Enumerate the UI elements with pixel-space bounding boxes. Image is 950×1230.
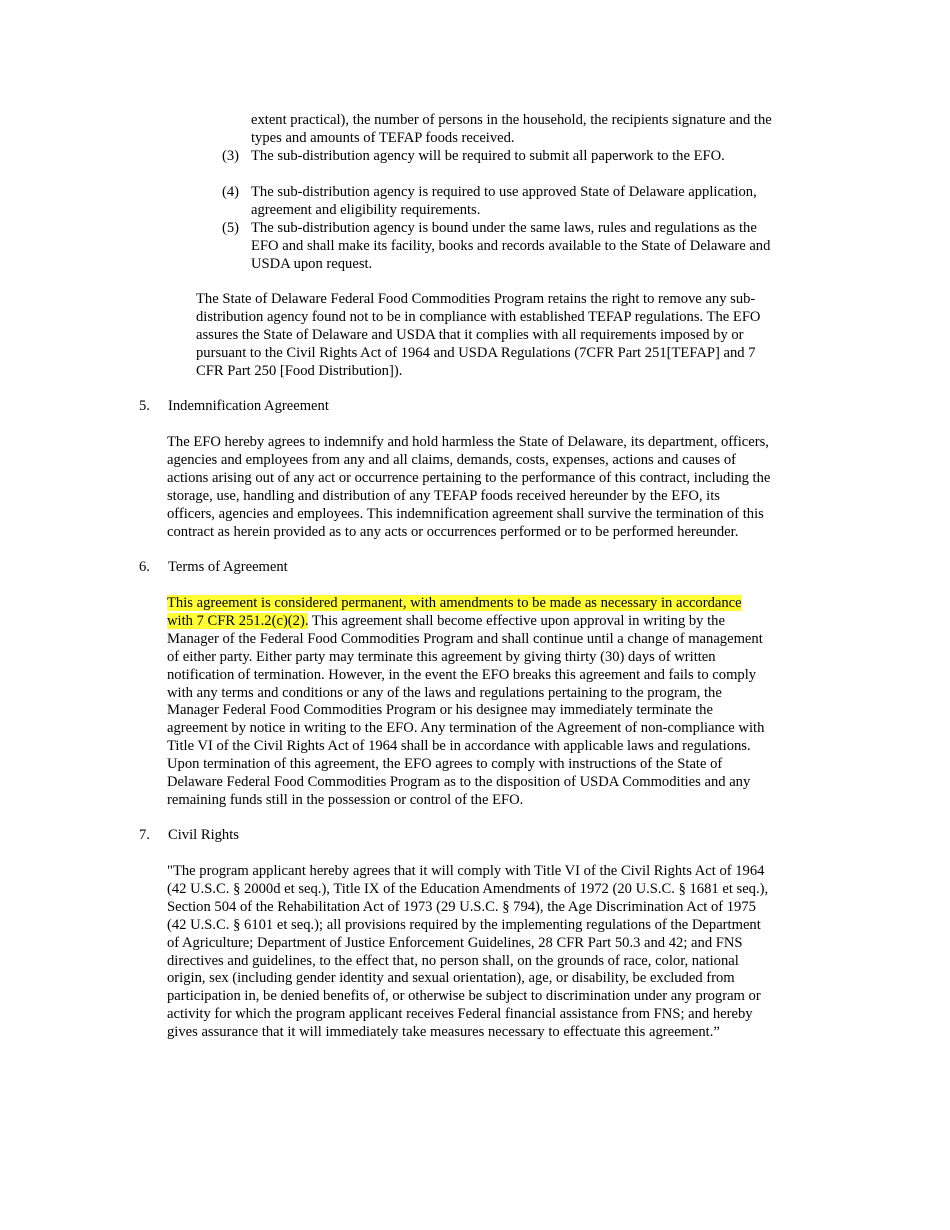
- text-line: agreement by notice in writing to the EFO. Any termination of the Agreement of non-compliance with: [167, 720, 765, 737]
- text-line: (42 U.S.C. § 2000d et seq.), Title IX of the Education Amendments of 1972 (20 U.S.C. § 1681 et seq.),: [167, 880, 769, 897]
- text-line: gives assurance that it will immediately take measures necessary to effectuate this agreement.”: [167, 1024, 720, 1041]
- section-title: Civil Rights: [168, 827, 239, 843]
- text-line: of either party. Either party may terminate this agreement by giving thirty (30) days of written: [167, 648, 716, 665]
- list-item-number: (3): [222, 148, 240, 164]
- text-line: Delaware Federal Food Commodities Program as to the disposition of USDA Commodities and any: [167, 774, 751, 791]
- text-line: Manager Federal Food Commodities Program or his designee may immediately terminate the: [167, 702, 713, 719]
- text-line: The sub-distribution agency is required to use approved State of Delaware application,: [251, 184, 757, 200]
- text-line: Manager of the Federal Food Commodities Program and shall continue until a change of management: [167, 630, 763, 647]
- section-title: Terms of Agreement: [168, 559, 288, 575]
- section-number: 6.: [139, 559, 150, 575]
- text-line: [167, 613, 817, 631]
- text-line: remaining funds still in the possession or control of the EFO.: [167, 791, 524, 808]
- text-segment: This agreement shall become effective upon approval in writing by the: [308, 612, 725, 629]
- text-line: actions arising out of any act or occurrence pertaining to the performance of this contract, including the: [167, 469, 771, 486]
- text-line: [167, 595, 817, 613]
- text-line: of Agriculture; Department of Justice Enforcement Guidelines, 28 CFR Part 50.3 and 42; and FNS: [167, 934, 743, 951]
- highlighted-text: This agreement is considered permanent, with amendments to be made as necessary in accordance: [167, 595, 742, 611]
- text-line: participation in, be denied benefits of, or otherwise be subject to discrimination under any program or: [167, 988, 761, 1005]
- list-item-number: (5): [222, 220, 240, 236]
- text-line: The EFO hereby agrees to indemnify and hold harmless the State of Delaware, its department, officers,: [167, 434, 769, 450]
- text-line: contract as herein provided as to any acts or occurrences performed or to be performed hereunder.: [167, 523, 739, 540]
- text-line: notification of termination. However, in the event the EFO breaks this agreement and fails to comply: [167, 666, 757, 683]
- text-line: officers, agencies and employees. This indemnification agreement shall survive the termination of this: [167, 505, 764, 522]
- text-line: "The program applicant hereby agrees that it will comply with Title VI of the Civil Rights Act of 1964: [167, 863, 765, 879]
- text-line: CFR Part 250 [Food Distribution]).: [196, 362, 403, 379]
- text-line: directives and guidelines, to the effect that, no person shall, on the grounds of race, color, national: [167, 952, 739, 969]
- text-line: Title VI of the Civil Rights Act of 1964 shall be in accordance with applicable laws and regulations.: [167, 738, 751, 755]
- section-number: 7.: [139, 827, 150, 843]
- terms-paragraph: [167, 595, 817, 810]
- indemnification-paragraph: [167, 434, 817, 541]
- text-line: pursuant to the Civil Rights Act of 1964 and USDA Regulations (7CFR Part 251[TEFAP] and 7: [196, 344, 756, 361]
- text-line: types and amounts of TEFAP foods received.: [251, 129, 515, 146]
- text-line: Upon termination of this agreement, the EFO agrees to comply with instructions of the State of: [167, 756, 723, 773]
- text-line: The State of Delaware Federal Food Commodities Program retains the right to remove any sub-: [196, 291, 756, 307]
- text-line: with any terms and conditions or any of the laws and regulations pertaining to the program, the: [167, 684, 722, 701]
- retain-right-paragraph: [196, 291, 821, 381]
- text-line: EFO and shall make its facility, books and records available to the State of Delaware and: [251, 237, 771, 254]
- text-line: activity for which the program applicant receives Federal financial assistance from FNS; and hereby: [167, 1006, 753, 1023]
- highlighted-text: with 7 CFR 251.2(c)(2).: [167, 612, 309, 629]
- text-line: The sub-distribution agency is bound under the same laws, rules and regulations as the: [251, 220, 757, 236]
- text-line: (42 U.S.C. § 6101 et seq.); all provisions required by the implementing regulations of the Department: [167, 916, 761, 933]
- section-number: 5.: [139, 398, 150, 414]
- text-line: distribution agency found not to be in compliance with established TEFAP regulations. The EFO: [196, 308, 761, 325]
- text-line: agreement and eligibility requirements.: [251, 201, 481, 218]
- text-line: origin, sex (including gender identity and sexual orientation), age, or disability, be excluded from: [167, 970, 735, 987]
- text-line: agencies and employees from any and all claims, demands, costs, expenses, actions and causes of: [167, 451, 736, 468]
- list-item-number: (4): [222, 184, 240, 200]
- section-title: Indemnification Agreement: [168, 398, 329, 414]
- text-line: Section 504 of the Rehabilitation Act of 1973 (29 U.S.C. § 794), the Age Discrimination Act of 1975: [167, 898, 756, 915]
- civil-rights-paragraph: [167, 863, 817, 1042]
- text-line: USDA upon request.: [251, 255, 373, 272]
- text-line: extent practical), the number of persons in the household, the recipients signature and the: [251, 112, 772, 128]
- text-line: storage, use, handling and distribution of any TEFAP foods received hereunder by the EFO, its: [167, 487, 720, 504]
- continued-list-item: [251, 112, 821, 148]
- text-line: The sub-distribution agency will be required to submit all paperwork to the EFO.: [251, 148, 725, 164]
- text-line: assures the State of Delaware and USDA that it complies with all requirements imposed by or: [196, 326, 744, 343]
